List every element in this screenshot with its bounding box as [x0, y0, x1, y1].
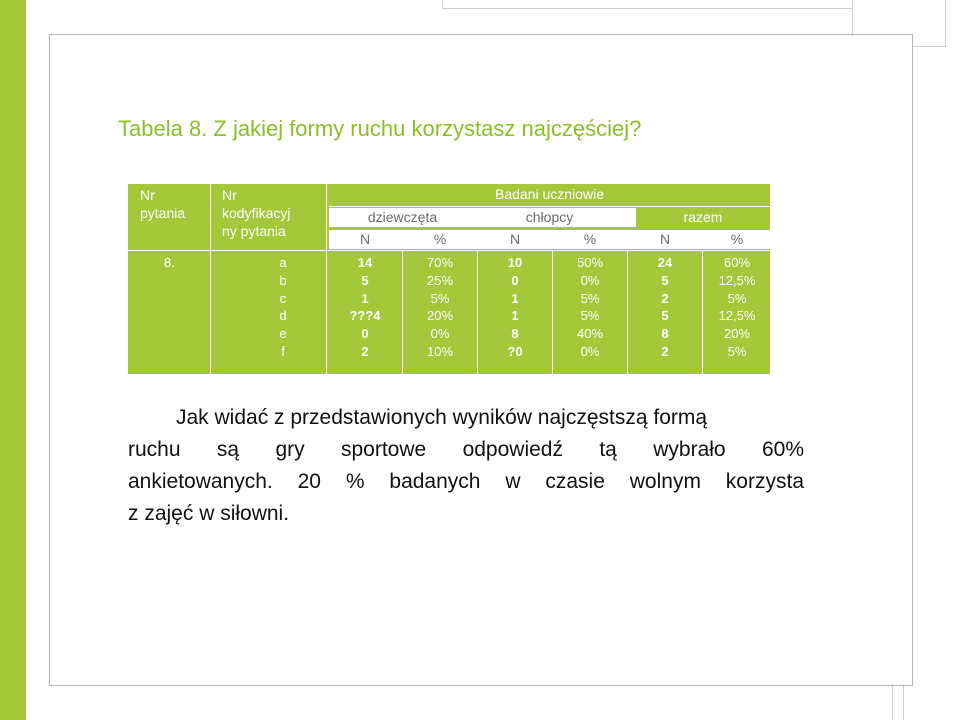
question-number: 8.: [164, 255, 175, 270]
data-cell: 5%: [430, 290, 450, 306]
header-code-number-line2: kodyfikacyj: [222, 205, 291, 221]
data-cell: 1: [361, 290, 369, 306]
boys-n-column: [479, 254, 551, 361]
data-cell: 24: [657, 255, 673, 270]
group-total: razem: [636, 208, 770, 227]
data-cell: 1: [511, 290, 519, 306]
divider-col4: [477, 250, 478, 374]
code-cell: d: [279, 308, 287, 324]
total-n-column: [629, 254, 701, 361]
group-girls: dziewczęta: [367, 209, 438, 225]
data-cell: 0: [511, 272, 519, 288]
subheader-girls-n: N: [359, 231, 371, 247]
data-cell: 12,5%: [718, 308, 756, 324]
header-code-number: [222, 186, 322, 240]
data-cell: 5: [661, 272, 669, 288]
total-pct-column: [704, 254, 770, 361]
data-cell: 14: [357, 255, 373, 270]
subheader-boys-pct: %: [583, 231, 597, 247]
decorative-frame-top: [442, 0, 886, 9]
decorative-sidebar-band: [0, 0, 26, 720]
divider-under-group-header: [329, 206, 770, 207]
data-cell: 1: [511, 308, 519, 324]
code-cell: b: [279, 272, 287, 288]
data-cell: 5%: [580, 308, 600, 324]
data-cell: ?0: [507, 343, 523, 359]
girls-pct-column: [404, 254, 476, 361]
data-cell: 5%: [727, 343, 747, 359]
divider-col7: [702, 250, 703, 374]
data-cell: 50%: [576, 255, 604, 270]
data-cell: 25%: [426, 272, 454, 288]
subheader-boys-n: N: [509, 231, 521, 247]
summary-line: [128, 402, 804, 434]
code-cell: c: [279, 290, 287, 306]
data-cell: 5%: [580, 290, 600, 306]
data-cell: 5%: [727, 290, 747, 306]
girls-n-column: [329, 254, 401, 361]
header-question-number-line2: pytania: [140, 205, 186, 221]
group-boys: chłopcy: [525, 209, 574, 225]
data-cell: 2: [661, 343, 669, 359]
data-cell: 20%: [723, 326, 751, 342]
summary-paragraph: [128, 402, 804, 530]
divider-col6: [627, 250, 628, 374]
data-cell: 5: [661, 308, 669, 324]
data-cell: 0%: [580, 343, 600, 359]
summary-line: ankietowanych. 20 % badanych w czasie wolnym korzysta: [128, 470, 804, 493]
data-cell: 10%: [426, 343, 454, 359]
data-cell: 10: [507, 255, 523, 270]
header-code-number-line3: ny pytania: [222, 223, 286, 239]
data-cell: 8: [661, 326, 669, 342]
data-cell: 70%: [426, 255, 454, 270]
divider-col3: [402, 250, 403, 374]
summary-line: ruchu są gry sportowe odpowiedź tą wybrało 60%: [128, 438, 804, 461]
header-question-number-line1: Nr: [140, 187, 155, 203]
results-table: [128, 184, 770, 374]
subheader-girls-pct: %: [433, 231, 447, 247]
header-surveyed-students: Badani uczniowie: [495, 186, 604, 202]
summary-line: z zajęć w siłowni.: [128, 502, 290, 525]
data-cell: 60%: [723, 255, 751, 270]
data-cell: ???4: [349, 308, 381, 324]
boys-pct-column: [554, 254, 626, 361]
code-cell: a: [279, 255, 287, 270]
data-cell: 0: [361, 326, 369, 342]
data-cell: 8: [511, 326, 519, 342]
divider-under-header: [128, 250, 770, 251]
code-cell: f: [281, 343, 285, 359]
divider-col5: [552, 250, 553, 374]
divider-col2: [326, 184, 327, 374]
subheader-total-n: N: [659, 231, 671, 247]
data-cell: 0%: [430, 326, 450, 342]
header-code-number-line1: Nr: [222, 187, 237, 203]
data-cell: 20%: [426, 308, 454, 324]
data-cell: 2: [361, 343, 369, 359]
subheader-total-pct: %: [730, 231, 744, 247]
data-cell: 2: [661, 290, 669, 306]
header-question-number: [140, 186, 210, 222]
summary-line-text: Jak widać z przedstawionych wyników najczęstszą formą: [176, 406, 708, 429]
code-cell: e: [279, 326, 287, 342]
data-cell: 12,5%: [718, 272, 756, 288]
divider-col1: [210, 184, 211, 374]
data-cell: 5: [361, 272, 369, 288]
data-cell: 0%: [580, 272, 600, 288]
slide-title: Tabela 8. Z jakiej formy ruchu korzystasz najczęściej?: [118, 116, 642, 141]
codes-column: [248, 254, 318, 361]
data-cell: 40%: [576, 326, 604, 342]
